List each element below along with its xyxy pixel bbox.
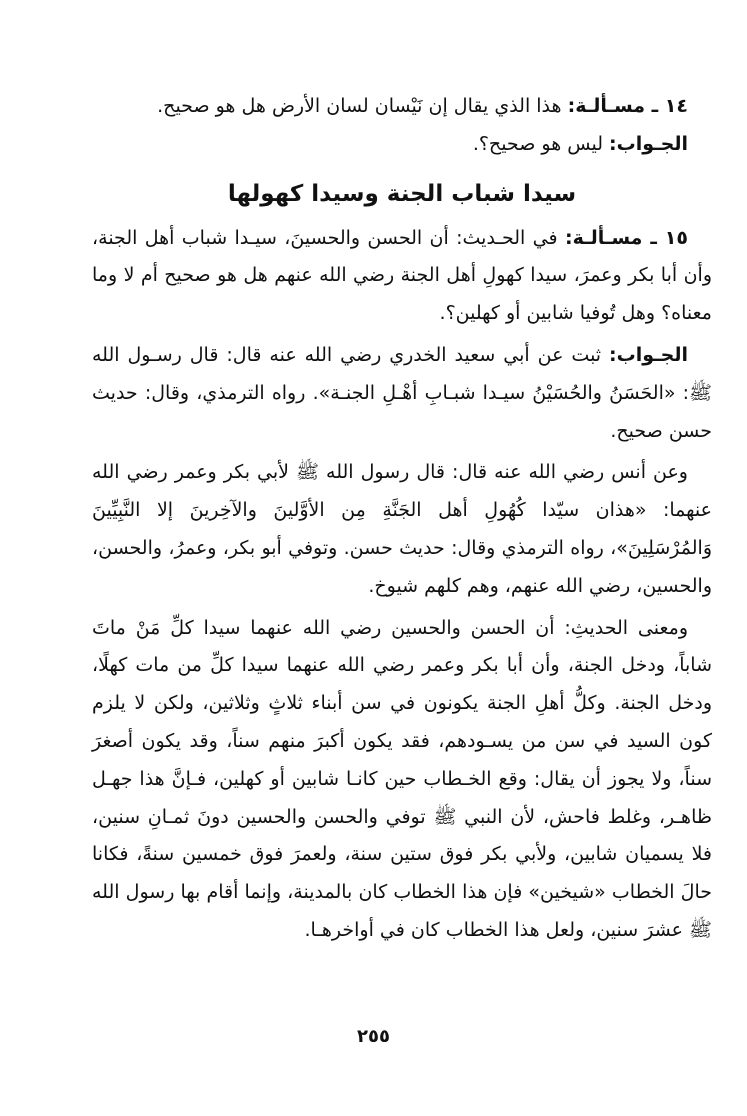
answer-15-body-1: ثبت عن أبي سعيد الخدري رضي الله عنه قال: قال رسـول الله ﷺ: «الحَسَنُ والحُسَيْنُ سيـدا شبـابِ أهْـلِ الجنـة». رواه الترمذي، وقال: حديث حسن صحيح. xyxy=(92,343,712,442)
question-15-label: ١٥ ـ مسـألـة: xyxy=(564,226,688,249)
answer-14-body: ليس هو صحيح؟. xyxy=(472,132,610,155)
question-15-text xyxy=(92,220,712,333)
answer-14-text xyxy=(92,126,712,164)
question-14 xyxy=(92,88,712,164)
question-15 xyxy=(92,220,712,950)
question-14-text xyxy=(92,88,712,126)
question-14-body: هذا الذي يقال إن نَيْسان لسان الأرض هل هو صحيح. xyxy=(157,95,568,117)
answer-15-label: الجـواب: xyxy=(609,343,688,366)
answer-15-paragraph-1 xyxy=(92,337,712,450)
answer-15-paragraph-2: وعن أنس رضي الله عنه قال: قال رسول الله ﷺ لأبي بكر وعمر رضي الله عنهما: «هذان سيّدا كُهُولِ أهل الجَنَّةِ مِن الأوَّلينَ والآخِرينَ إلا النَّبِيِّينَ وَالمُرْسَلِينَ»، رواه الترمذي وقال: حديث حسن. وتوفي أبو بكر، وعمرُ، والحسن، والحسين، رضي الله عنهم، وهم كلهم شيوخ. xyxy=(92,461,712,597)
question-14-label: ١٤ ـ مسـألـة: xyxy=(567,95,688,117)
answer-15-paragraph-3: ومعنى الحديثِ: أن الحسن والحسين رضي الله عنهما سيدا كلِّ مَنْ ماتَ شاباً، ودخل الجنة، وأن أبا بكر وعمر رضي الله عنهما سيدا كلِّ من مات كهلًا، ودخل الجنة. وكلُّ أهلِ الجنة يكونون في سن أبناء ثلاثٍ وثلاثين، ولكن لا يلزم كون السيد في سن من يسـودهم، فقد يكون أكبرَ منهم سناً، وقد يكون أصغرَ سناً، ولا يجوز أن يقال: وقع الخـطاب حين كانـا شابين أو كهلين، فـإنَّ هذا جهـل ظاهـر، وغلط فاحش، لأن النبي ﷺ توفي والحسن والحسين دونَ ثمـانِ سنين، فلا يسميان شابين، ولأبي بكر فوق ستين سنة، ولعمرَ فوق خمسين سنةً، فكانا حالَ الخطاب «شيخين» فإن هذا الخطاب كان بالمدينة، وإنما أقام بها رسول الله ﷺ عشرَ سنين، ولعل هذا الخطاب كان في أواخرهـا. xyxy=(92,616,712,941)
page-number: ٢٥٥ xyxy=(357,1026,390,1047)
answer-14-label: الجـواب: xyxy=(609,132,688,155)
section-heading: سيدا شباب الجنة وسيدا كهولها xyxy=(227,180,577,207)
question-15-body: في الحـديث: أن الحسن والحسينَ، سيـدا شباب أهل الجنة، وأن أبا بكر وعمرَ، سيدا كهولِ أهل الجنة رضي الله عنهم هل هو صحيح أم لا وما معناه؟ وهل تُوفيا شابين أو كهلين؟. xyxy=(92,226,712,325)
page-body xyxy=(92,88,712,950)
